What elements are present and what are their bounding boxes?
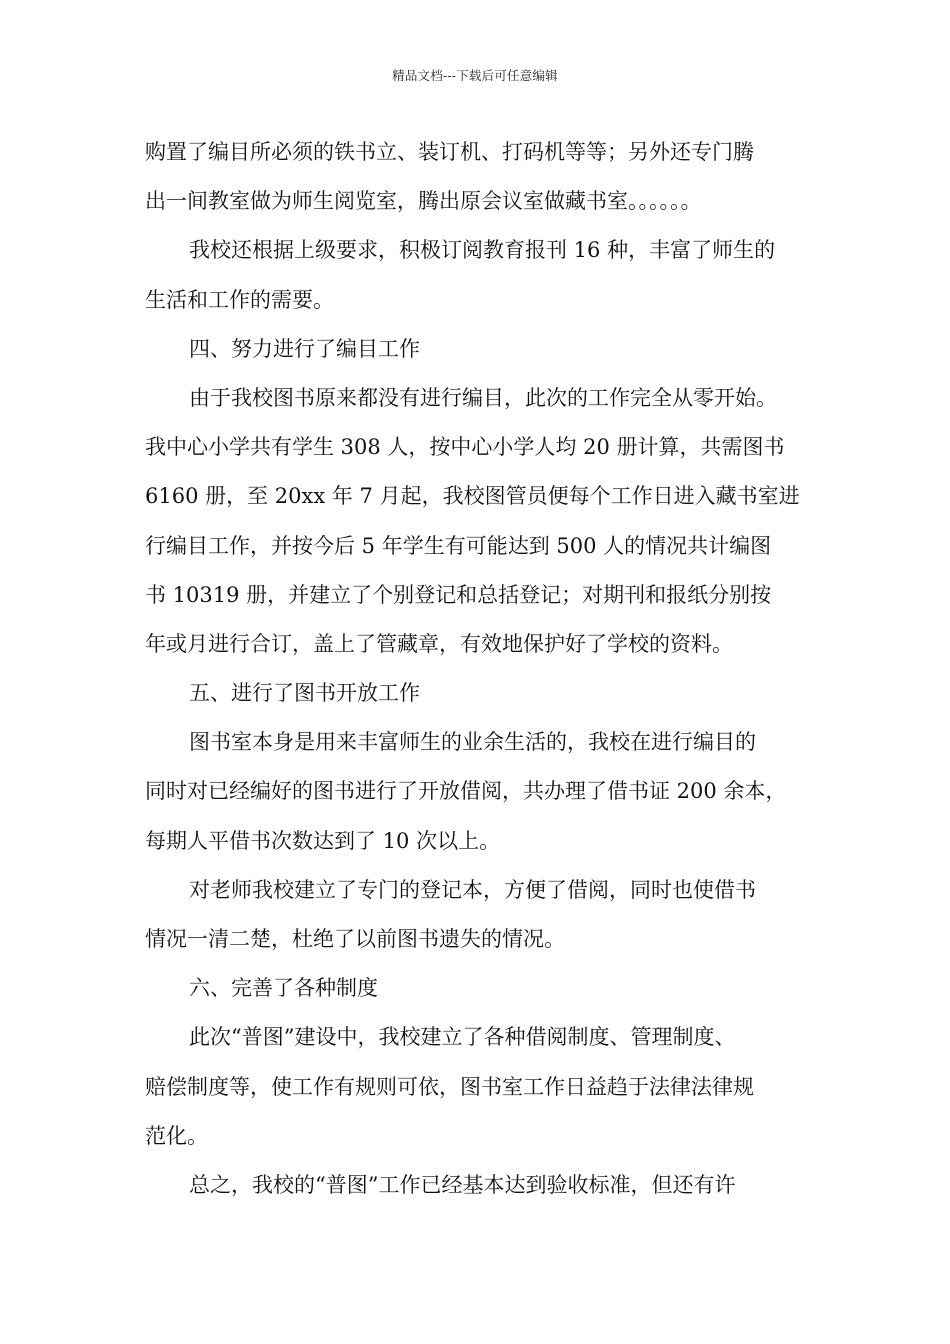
text-line: 6160 册，至 20xx 年 7 月起，我校图管员便每个工作日进入藏书室进 — [145, 484, 800, 509]
text-line: 对老师我校建立了专门的登记本，方便了借阅，同时也使借书 — [189, 877, 756, 902]
text-line: 四、努力进行了编目工作 — [189, 336, 420, 361]
text-line: 赔偿制度等，使工作有规则可依，图书室工作日益趋于法律法律规 — [145, 1074, 754, 1099]
text-line: 范化。 — [145, 1123, 208, 1148]
text-line: 此次“普图”建设中，我校建立了各种借阅制度、管理制度、 — [189, 1025, 736, 1050]
text-line: 由于我校图书原来都没有进行编目，此次的工作完全从零开始。 — [189, 385, 777, 410]
document-body — [145, 128, 807, 1210]
text-line: 我中心小学共有学生 308 人，按中心小学人均 20 册计算，共需图书 — [145, 435, 785, 460]
text-line: 情况一清二楚，杜绝了以前图书遗失的情况。 — [145, 927, 565, 951]
text-line: 生活和工作的需要。 — [145, 287, 334, 312]
text-line: 购置了编目所必须的铁书立、装订机、打码机等等；另外还专门腾 — [145, 140, 754, 164]
text-line: 书 10319 册，并建立了个别登记和总括登记；对期刊和报纸分别按 — [145, 582, 772, 607]
text-line: 每期人平借书次数达到了 10 次以上。 — [145, 828, 501, 853]
text-line: 总之，我校的“普图”工作已经基本达到验收标准，但还有许 — [189, 1172, 736, 1197]
text-line: 行编目工作，并按今后 5 年学生有可能达到 500 人的情况共计编图 — [145, 533, 772, 558]
text-line: 六、完善了各种制度 — [189, 976, 378, 1001]
text-line: 我校还根据上级要求，积极订阅教育报刊 16 种，丰富了师生的 — [189, 238, 776, 263]
text-line: 出一间教室做为师生阅览室，腾出原会议室做藏书室。。。。。。 — [145, 189, 702, 214]
page-header: 精品文档---下载后可任意编辑 — [392, 68, 558, 83]
text-line: 同时对已经编好的图书进行了开放借阅，共办理了借书证 200 余本， — [145, 779, 787, 804]
text-line: 图书室本身是用来丰富师生的业余生活的，我校在进行编目的 — [189, 730, 756, 755]
text-line: 五、进行了图书开放工作 — [189, 681, 420, 706]
text-line: 年或月进行合订，盖上了管藏章，有效地保护好了学校的资料。 — [145, 631, 733, 656]
